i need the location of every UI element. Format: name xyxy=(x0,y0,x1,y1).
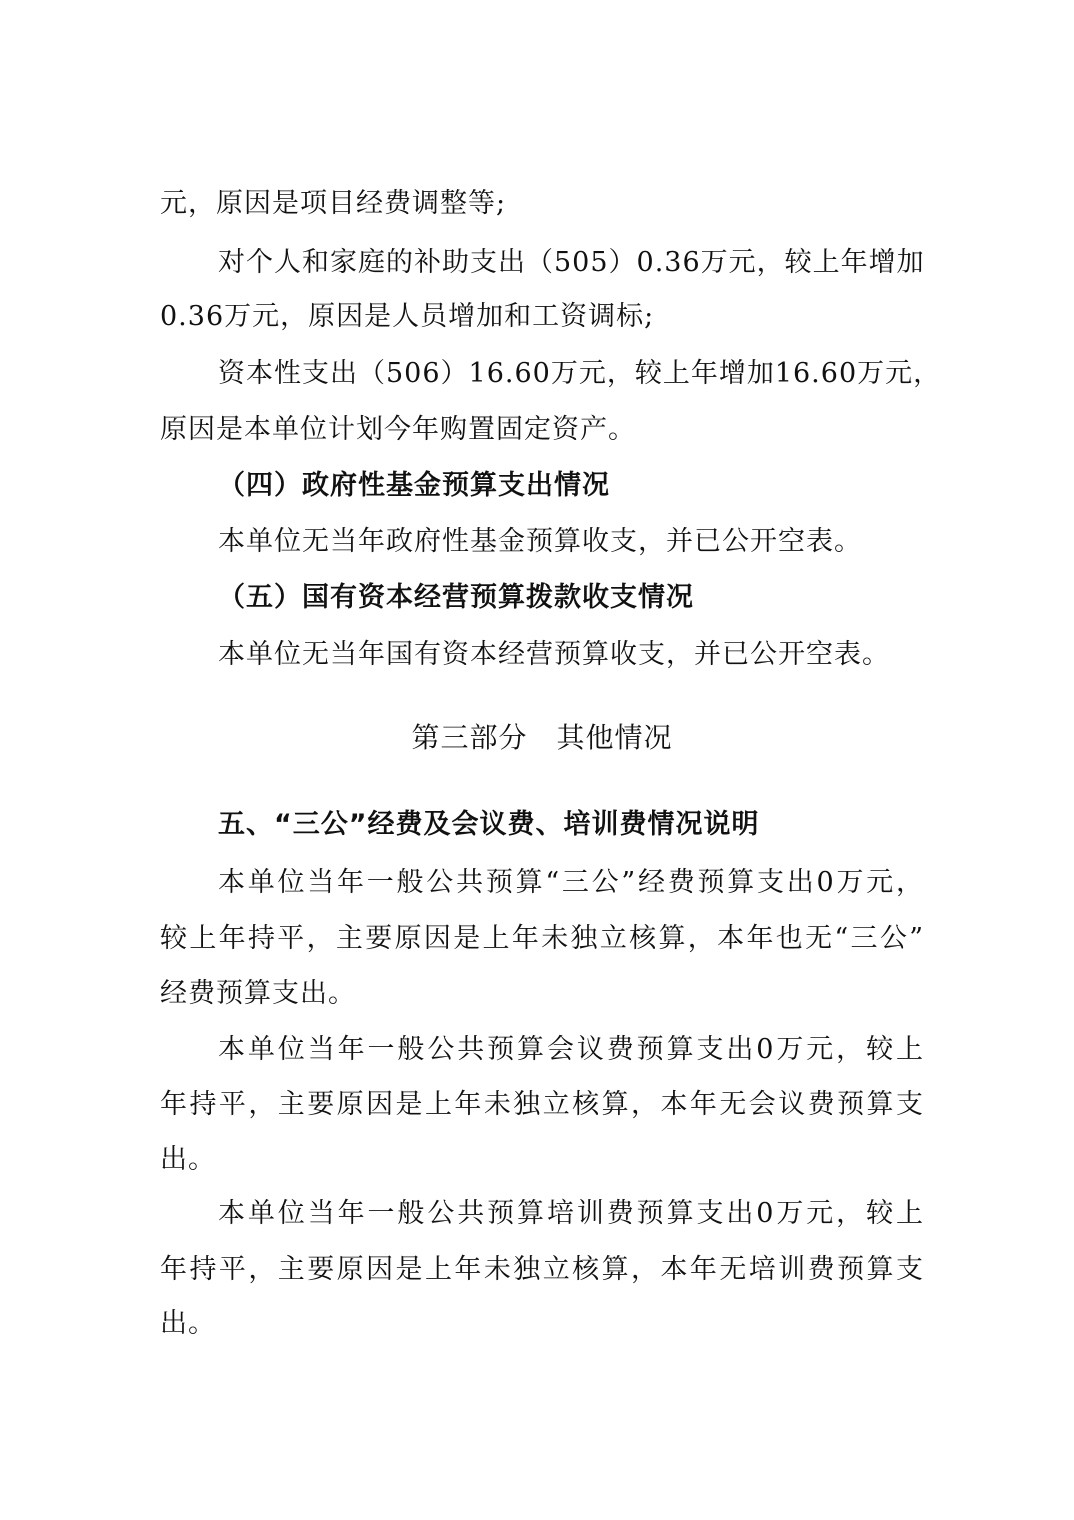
section-heading: （五）国有资本经营预算拨款收支情况 xyxy=(218,582,694,613)
paragraph-line: 资本性支出（506）16.60万元，较上年增加16.60万元， xyxy=(218,358,942,389)
section-heading: （四）政府性基金预算支出情况 xyxy=(218,470,610,501)
paragraph-line: 经费预算支出。 xyxy=(160,978,356,1009)
paragraph-line: 较上年持平，主要原因是上年未独立核算，本年也无“三公” xyxy=(160,923,924,954)
paragraph-line: 元，原因是项目经费调整等; xyxy=(160,188,507,219)
section-heading: 五、“三公”经费及会议费、培训费情况说明 xyxy=(218,809,760,840)
paragraph-line: 本单位当年一般公共预算会议费预算支出0万元，较上 xyxy=(218,1034,924,1065)
paragraph-line: 0.36万元，原因是人员增加和工资调标; xyxy=(160,301,655,332)
paragraph-line: 出。 xyxy=(160,1308,216,1339)
part-title: 第三部分 其他情况 xyxy=(411,721,673,754)
document-page xyxy=(160,0,942,1520)
paragraph-line: 对个人和家庭的补助支出（505）0.36万元，较上年增加 xyxy=(218,247,925,278)
paragraph-line: 本单位当年一般公共预算“三公”经费预算支出0万元， xyxy=(218,867,924,898)
paragraph-line: 本单位无当年国有资本经营预算收支，并已公开空表。 xyxy=(218,639,890,670)
paragraph-line: 年持平，主要原因是上年未独立核算，本年无培训费预算支 xyxy=(160,1254,924,1285)
paragraph-line: 本单位当年一般公共预算培训费预算支出0万元，较上 xyxy=(218,1198,924,1229)
paragraph-line: 出。 xyxy=(160,1144,216,1175)
paragraph-line: 年持平，主要原因是上年未独立核算，本年无会议费预算支 xyxy=(160,1089,924,1120)
paragraph-line: 原因是本单位计划今年购置固定资产。 xyxy=(160,414,636,445)
paragraph-line: 本单位无当年政府性基金预算收支，并已公开空表。 xyxy=(218,526,862,557)
